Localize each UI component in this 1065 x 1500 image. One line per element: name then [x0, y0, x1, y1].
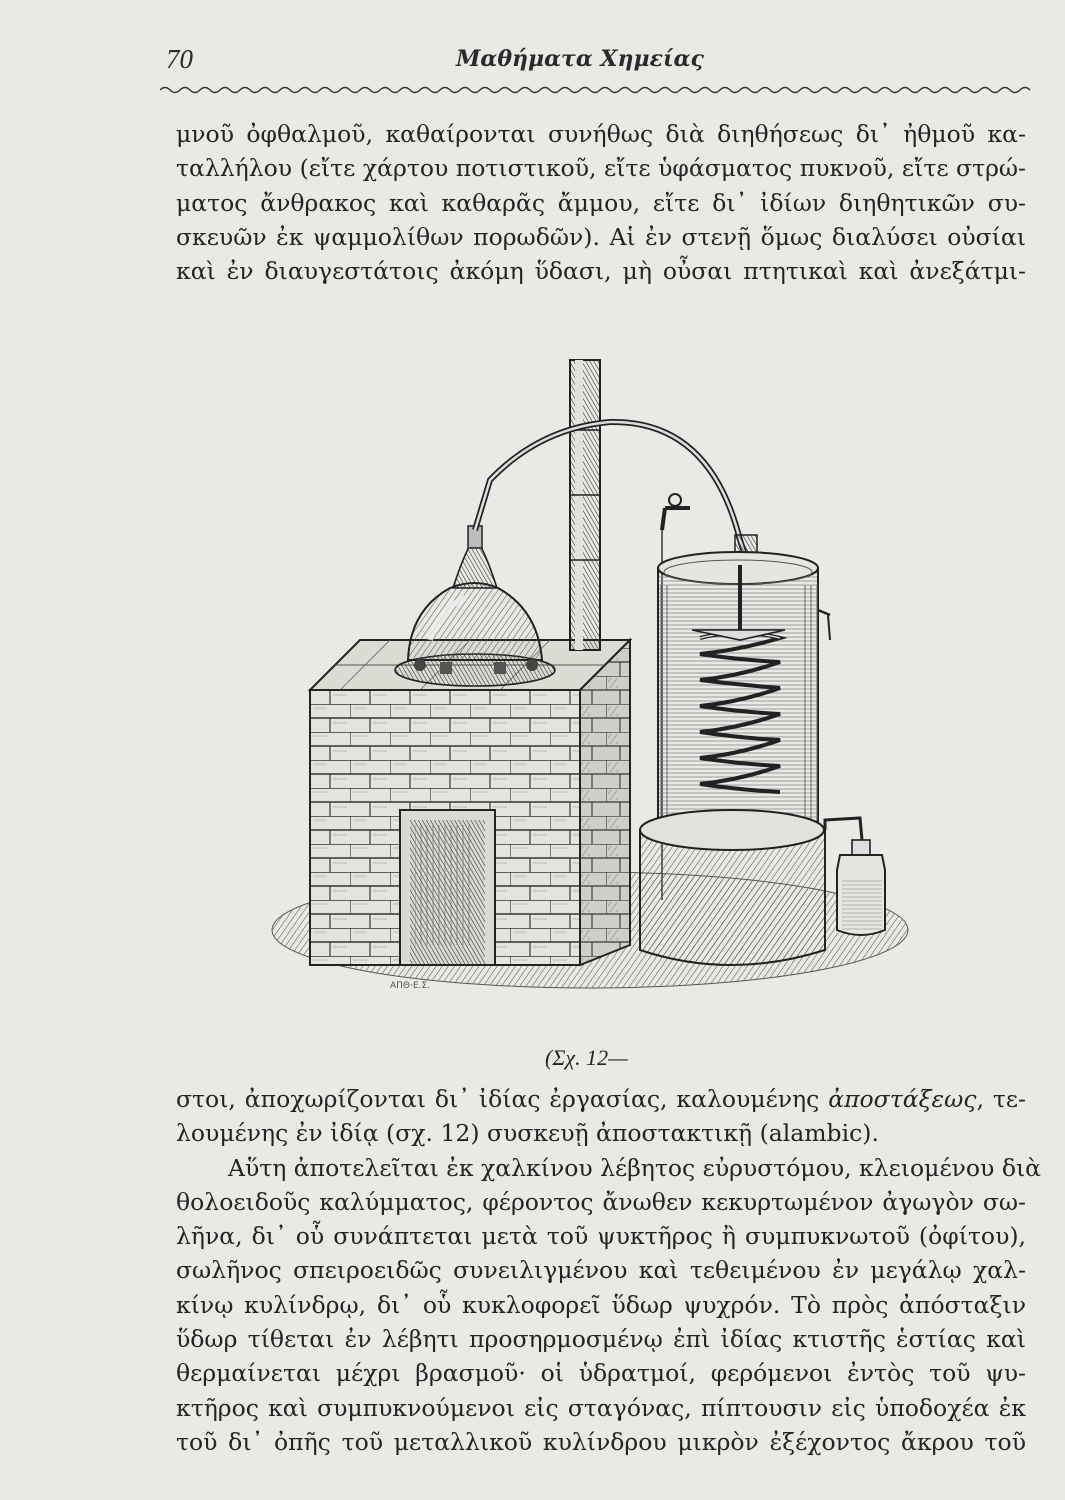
text-line: σκευῶν ἐκ ψαμμολίθων πορωδῶν). Αἱ ἐν στενῇ ὅμως διαλύσει οὐσίαι: [176, 222, 1026, 251]
header-wavy-rule: [160, 82, 1035, 98]
text-line: θολοειδοῦς καλύμματος, φέροντος ἄνωθεν κεκυρτωμένον ἀγωγὸν σω-: [176, 1187, 1026, 1216]
text-fragment: στοι, ἀποχωρίζονται δι᾽ ἰδίας ἐργασίας, καλουμένης: [176, 1085, 829, 1113]
paragraph-bottom: [176, 1082, 1042, 1459]
running-title: Μαθήματα Χημείας: [456, 46, 704, 72]
engraver-signature: ΑΠΘ·Ε.Σ.: [390, 981, 430, 991]
paragraph-top: [176, 117, 1026, 288]
text-line: [176, 1082, 1026, 1116]
text-line: λουμένης ἐν ἰδίᾳ (σχ. 12) συσκευῇ ἀποστακτικῇ (alambic).: [176, 1119, 879, 1148]
page-header: [0, 0, 1065, 120]
chimney-shape: [570, 360, 600, 650]
text-line: ταλλήλου (εἴτε χάρτου ποτιστικοῦ, εἴτε ὑφάσματος πυκνοῦ, εἴτε στρώ-: [176, 154, 1026, 183]
text-line: μνοῦ ὀφθαλμοῦ, καθαίρονται συνήθως διὰ διηθήσεως δι᾽ ἠθμοῦ κα-: [176, 120, 1026, 148]
text-line: σωλῆνος σπειροειδῶς συνειλιγμένου καὶ τεθειμένου ἐν μεγάλῳ χαλ-: [176, 1256, 1026, 1285]
text-line: κίνῳ κυλίνδρῳ, δι᾽ οὗ κυκλοφορεῖ ὕδωρ ψυχρόν. Τὸ πρὸς ἀπόσταξιν: [176, 1290, 1026, 1319]
text-line: τοῦ δι᾽ ὀπῆς τοῦ μεταλλικοῦ κυλίνδρου μικρὸν ἐξέχοντος ἄκρου τοῦ: [176, 1427, 1026, 1456]
text-line: καὶ ἐν διαυγεστάτοις ἀκόμη ὕδασι, μὴ οὖσαι πτητικαὶ καὶ ἀνεξάτμι-: [176, 257, 1026, 286]
text-fragment: , τε-: [976, 1085, 1026, 1113]
text-line: ὕδωρ τίθεται ἐν λέβητι προσηρμοσμένῳ ἐπὶ ἰδίας κτιστῆς ἑστίας καὶ: [176, 1325, 1026, 1354]
swan-neck-pipe-shape: [475, 422, 745, 555]
receiving-flask-shape: [837, 840, 885, 935]
brick-furnace-shape: [310, 640, 630, 965]
text-line: λῆνα, δι᾽ οὗ συνάπτεται μετὰ τοῦ ψυκτῆρος ἢ συμπυκνωτοῦ (ὀφίτου),: [176, 1222, 1026, 1251]
distillation-apparatus-illustration: [270, 340, 940, 1040]
text-line: θερμαίνεται μέχρι βρασμοῦ· οἱ ὑδρατμοί, φερόμενοι ἐντὸς τοῦ ψυ-: [176, 1359, 1026, 1388]
figure-caption: (Σχ. 12—: [545, 1045, 628, 1070]
condenser-cylinder-shape: [658, 552, 830, 823]
text-line: ματος ἄνθρακος καὶ καθαρᾶς ἄμμου, εἴτε δι᾽ ἰδίων διηθητικῶν συ-: [176, 188, 1026, 217]
page-number: 70: [166, 44, 193, 74]
text-line: Αὕτη ἀποτελεῖται ἐκ χαλκίνου λέβητος εὐρυστόμου, κλειομένου διὰ: [228, 1153, 1042, 1182]
italic-term: ἀποστάξεως: [828, 1085, 977, 1113]
copper-still-dome-shape: [395, 526, 555, 686]
text-line: κτῆρος καὶ συμπυκνούμενοι εἰς σταγόνας, πίπτουσιν εἰς ὑποδοχέα ἐκ: [176, 1393, 1026, 1422]
